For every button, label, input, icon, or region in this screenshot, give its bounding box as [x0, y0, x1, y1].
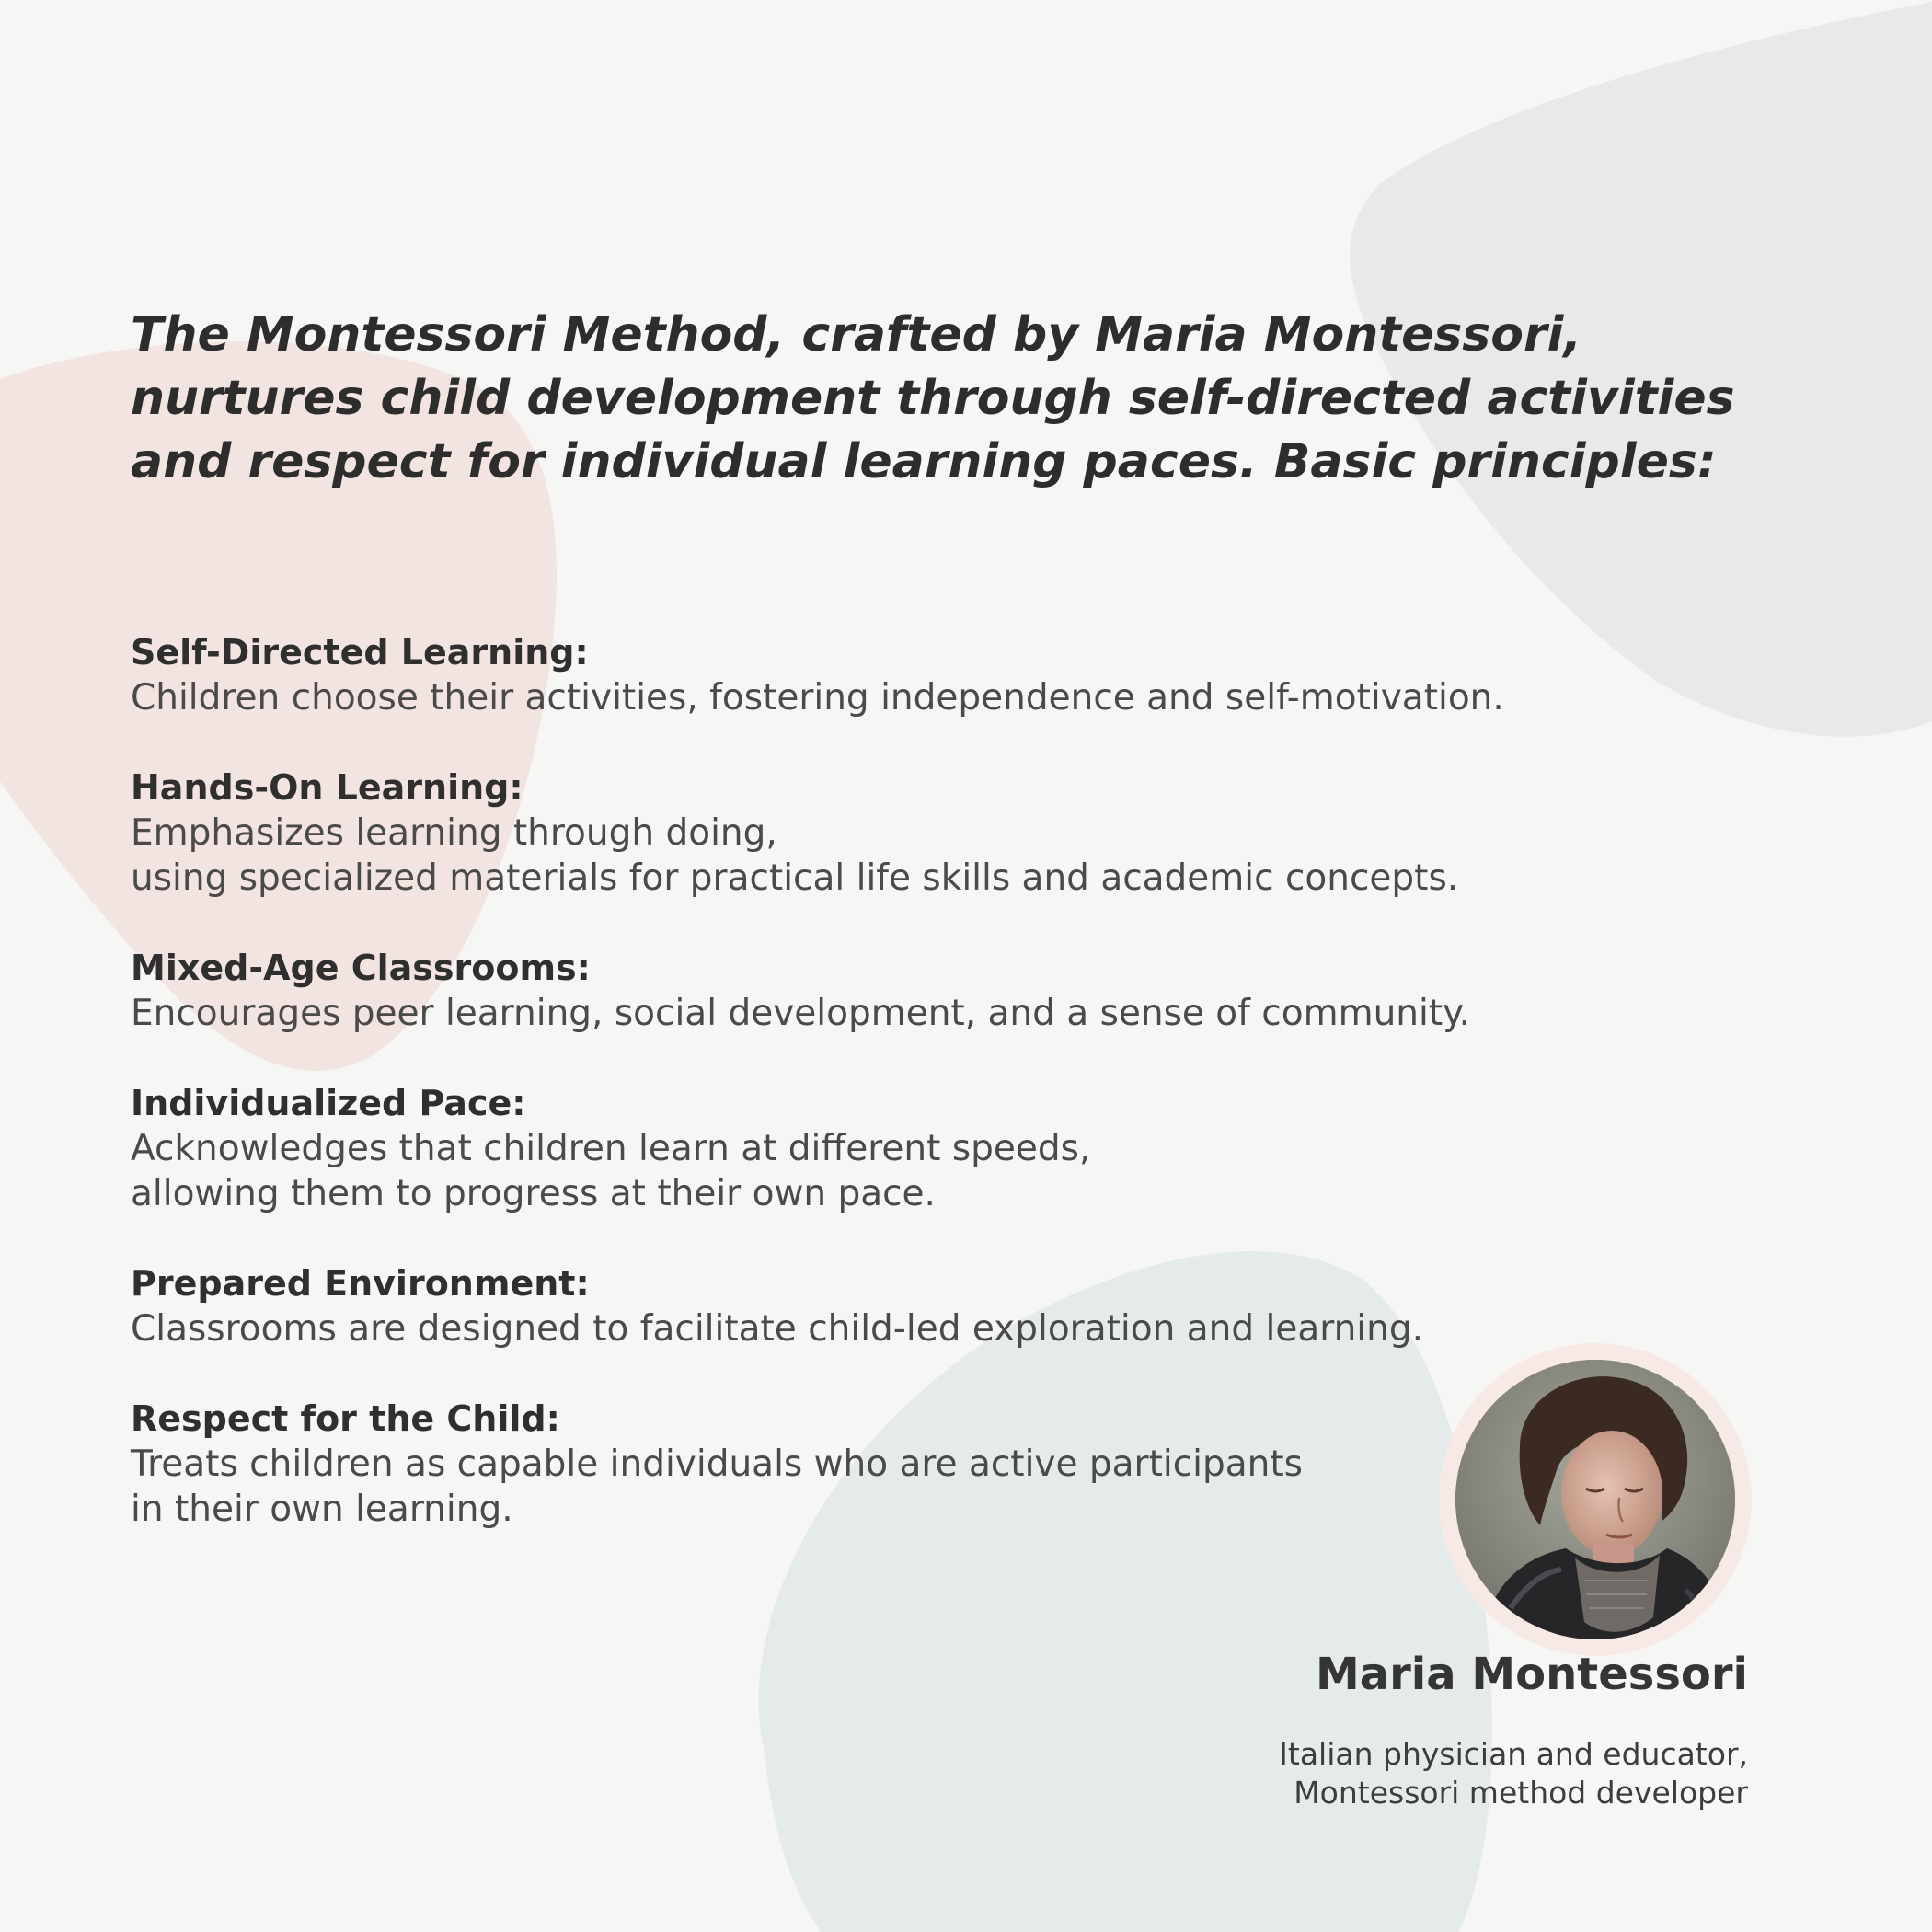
principle-item — [131, 946, 1603, 1036]
principle-description: Encourages peer learning, social development, and a sense of community. — [131, 993, 1471, 1034]
principle-description: allowing them to progress at their own pace. — [131, 1173, 936, 1214]
principle-title: Hands-On Learning: — [131, 767, 523, 808]
principle-title: Respect for the Child: — [131, 1398, 560, 1439]
principle-description: in their own learning. — [131, 1489, 513, 1530]
intro-heading — [131, 304, 1787, 494]
person-role-line-1: Italian physician and educator, — [1279, 1736, 1748, 1772]
principle-item — [131, 1261, 1603, 1351]
portrait-frame — [1439, 1343, 1752, 1656]
portrait-photo — [1455, 1360, 1735, 1639]
principles-list — [131, 630, 1603, 1577]
principle-description: using specialized materials for practical life skills and academic concepts. — [131, 857, 1459, 899]
principle-title: Self-Directed Learning: — [131, 632, 589, 673]
principle-title: Prepared Environment: — [131, 1263, 590, 1304]
person-role — [1279, 1735, 1748, 1812]
portrait-illustration — [1455, 1360, 1735, 1639]
principle-description: Acknowledges that children learn at different speeds, — [131, 1128, 1091, 1169]
principle-item — [131, 1397, 1603, 1532]
intro-line-3: and respect for individual learning paces. Basic principles: — [131, 434, 1717, 489]
principle-description: Classrooms are designed to facilitate child-led exploration and learning. — [131, 1308, 1423, 1350]
principle-item — [131, 630, 1603, 720]
person-role-line-2: Montessori method developer — [1294, 1775, 1748, 1811]
principle-title: Individualized Pace: — [131, 1083, 526, 1123]
principle-item — [131, 765, 1603, 901]
principle-description: Children choose their activities, fostering independence and self-motivation. — [131, 677, 1504, 719]
principle-description: Treats children as capable individuals who are active participants — [131, 1443, 1303, 1485]
intro-line-1: The Montessori Method, crafted by Maria Montessori, — [131, 307, 1582, 362]
principle-title: Mixed-Age Classrooms: — [131, 948, 591, 988]
principle-description: Emphasizes learning through doing, — [131, 812, 777, 854]
principle-item — [131, 1081, 1603, 1216]
intro-line-2: nurtures child development through self-directed activities — [131, 371, 1735, 426]
person-name: Maria Montessori — [1315, 1649, 1748, 1700]
